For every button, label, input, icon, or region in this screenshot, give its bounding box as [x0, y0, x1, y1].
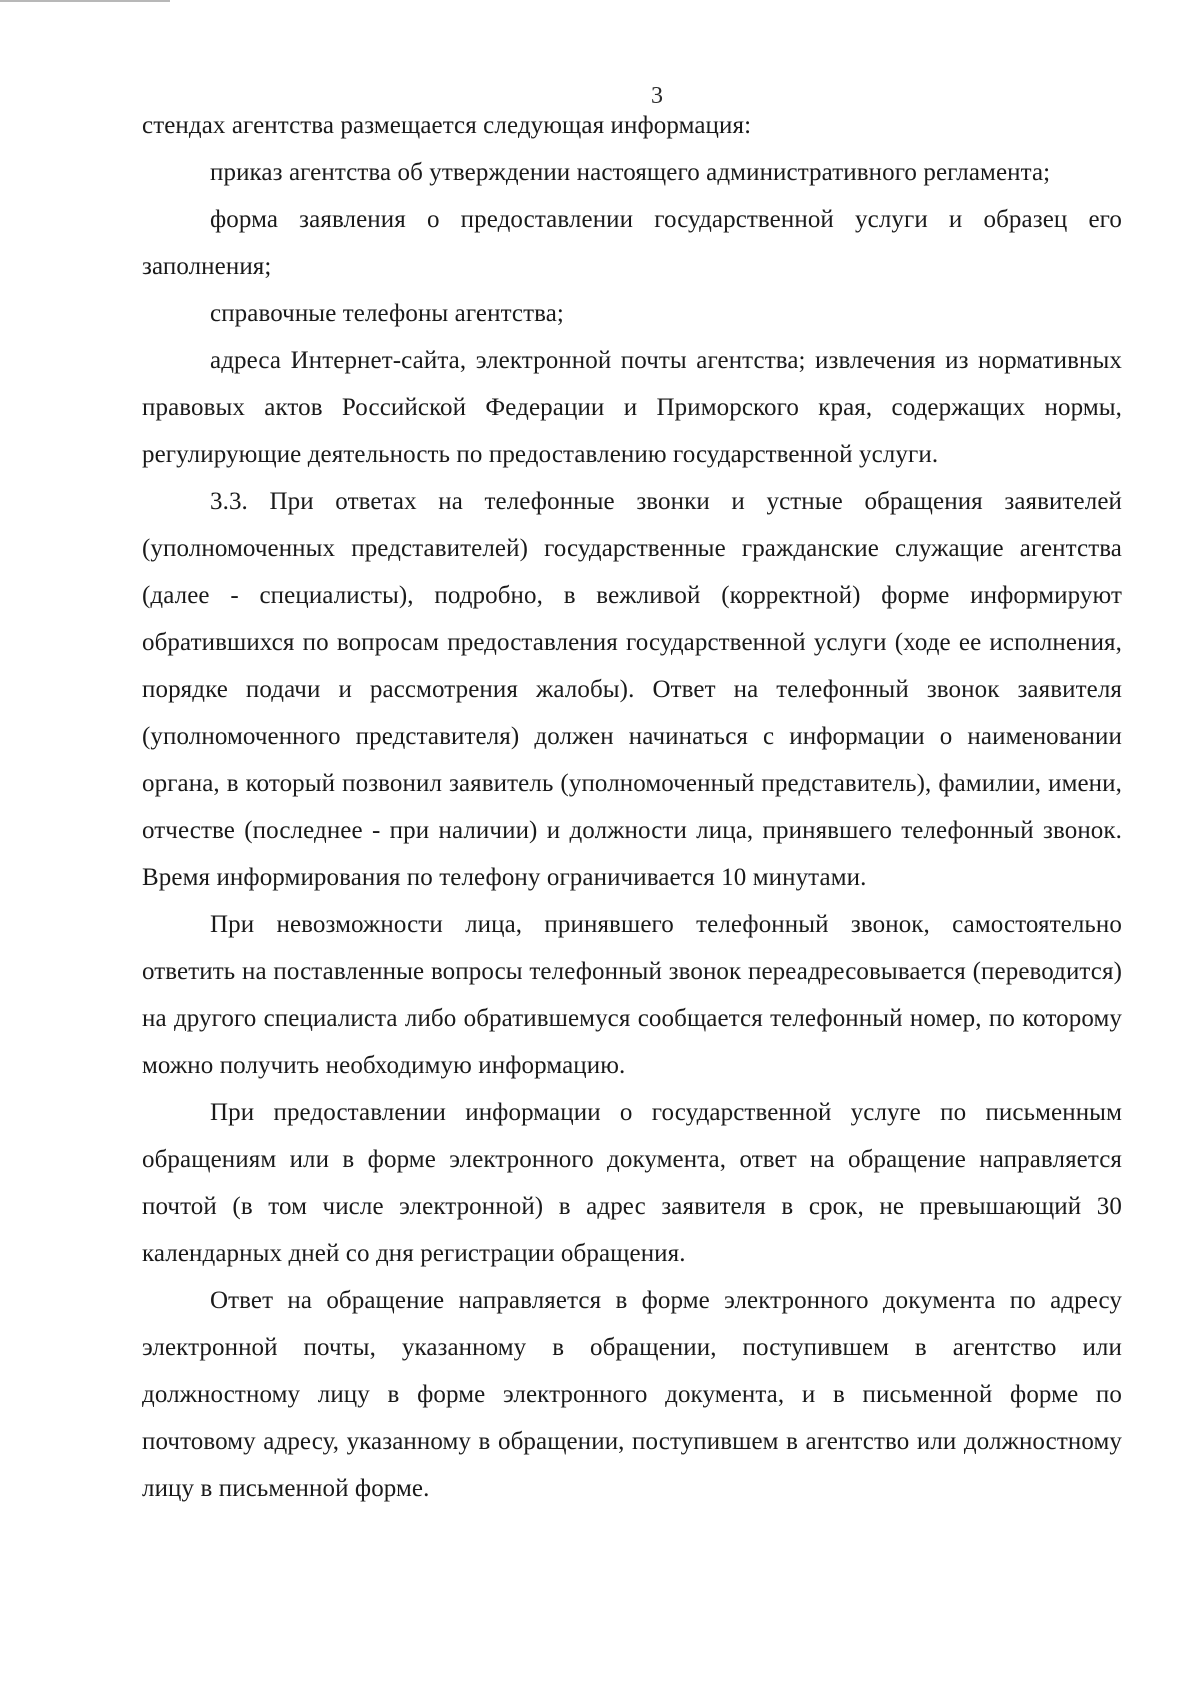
- paragraph-electronic-reply: Ответ на обращение направляется в форме электронного документа по адресу электронной почты, указанному в обращении, поступившем в агентство или должностному лицу в форме электронного документа, и в письменной форме по почтовому адресу, указанному в обращении, поступившем в агентство или должностному лицу в письменной форме.: [142, 1287, 1122, 1502]
- scan-edge-mark: [0, 0, 170, 2]
- paragraph-written-requests: При предоставлении информации о государственной услуге по письменным обращениям или в форме электронного документа, ответ на обращение направляется почтой (в том числе электронной) в адрес заявителя в срок, не превышающий 30 календарных дней со дня регистрации обращения.: [142, 1099, 1122, 1267]
- paragraph-addresses-item: адреса Интернет-сайта, электронной почты агентства; извлечения из нормативных правовых актов Российской Федерации и Приморского края, содержащих нормы, регулирующие деятельность по предоставлению государственной услуги.: [142, 347, 1122, 468]
- document-page: [142, 80, 1122, 1680]
- paragraph-call-redirect: При невозможности лица, принявшего телефонный звонок, самостоятельно ответить на поставленные вопросы телефонный звонок переадресовывается (переводится) на другого специалиста либо обратившемуся сообщается телефонный номер, по которому можно получить необходимую информацию.: [142, 911, 1122, 1079]
- paragraph-form-item: форма заявления о предоставлении государственной услуги и образец его заполнения;: [142, 206, 1122, 280]
- paragraph-continuation: стендах агентства размещается следующая информация:: [142, 112, 752, 139]
- page-number: 3: [651, 83, 663, 109]
- paragraph-section-3-3: 3.3. При ответах на телефонные звонки и устные обращения заявителей (уполномоченных представителей) государственные гражданские служащие агентства (далее - специалисты), подробно, в вежливой (корректной) форме информируют обратившихся по вопросам предоставления государственной услуги (ходе ее исполнения, порядке подачи и рассмотрения жалобы). Ответ на телефонный звонок заявителя (уполномоченного представителя) должен начинаться с информации о наименовании органа, в который позвонил заявитель (уполномоченный представитель), фамилии, имени, отчестве (последнее - при наличии) и должности лица, принявшего телефонный звонок. Время информирования по телефону ограничивается 10 минутами.: [142, 488, 1122, 891]
- paragraph-phones-item: справочные телефоны агентства;: [210, 300, 564, 327]
- paragraph-order-item: приказ агентства об утверждении настоящего административного регламента;: [210, 159, 1051, 186]
